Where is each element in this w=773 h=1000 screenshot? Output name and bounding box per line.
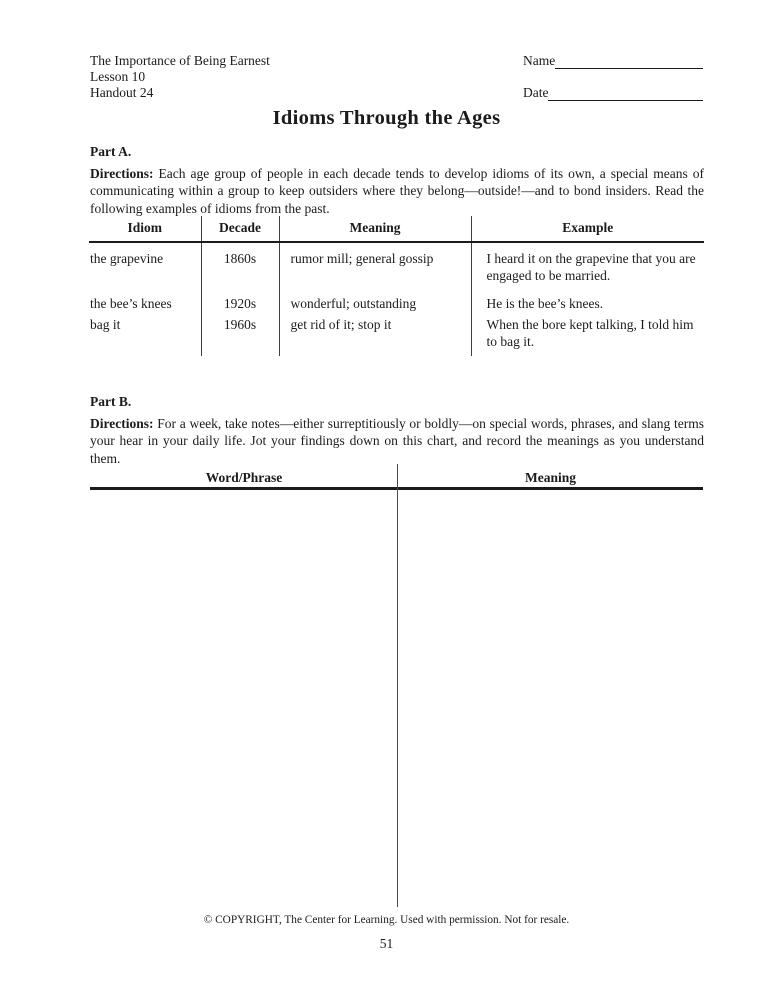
page-number: 51 bbox=[379, 936, 394, 951]
cell-meaning: rumor mill; general gossip bbox=[279, 242, 471, 284]
col-header-decade: Decade bbox=[201, 216, 279, 242]
part-b-directions-text: For a week, take notes—either surreptitiously or boldly—on special words, phrases, and slang terms your hear in your daily life. Jot your findings down on this chart, and record the meanings as you understand them. bbox=[90, 416, 704, 466]
page-title: Idioms Through the Ages bbox=[272, 107, 501, 129]
cell-example: He is the bee’s knees. bbox=[471, 284, 704, 312]
col-header-idiom: Idiom bbox=[89, 216, 201, 242]
part-b-directions-label: Directions: bbox=[90, 416, 154, 431]
date-row bbox=[523, 86, 703, 101]
table-row bbox=[89, 242, 704, 284]
idioms-header-row bbox=[89, 216, 704, 242]
cell-meaning: get rid of it; stop it bbox=[279, 312, 471, 356]
date-label: Date bbox=[523, 85, 549, 100]
header-left-block bbox=[90, 53, 270, 101]
cell-meaning: wonderful; outstanding bbox=[279, 284, 471, 312]
part-a-heading: Part A. bbox=[90, 144, 132, 159]
table-row bbox=[89, 312, 704, 356]
part-a-directions bbox=[90, 165, 704, 217]
part-b-heading: Part B. bbox=[90, 394, 132, 409]
cell-idiom: the bee’s knees bbox=[90, 296, 172, 311]
name-blank-line bbox=[555, 55, 703, 69]
table-row bbox=[89, 284, 704, 312]
col-header-example: Example bbox=[471, 216, 704, 242]
chart-col-header-word-phrase: Word/Phrase bbox=[205, 470, 283, 485]
part-a-directions-text: Each age group of people in each decade tends to develop idioms of its own, a special means of communicating within a group to keep outsiders where they belong—outside!—and to bond insiders. Read the following examples of idioms from the past. bbox=[90, 166, 704, 216]
cell-example: I heard it on the grapevine that you are engaged to be married. bbox=[471, 242, 704, 284]
cell-example: When the bore kept talking, I told him to bag it. bbox=[471, 312, 704, 356]
part-a-directions-label: Directions: bbox=[90, 166, 154, 181]
chart-col-header-meaning: Meaning bbox=[524, 470, 576, 485]
header-right-block bbox=[523, 54, 703, 101]
cell-decade: 1920s bbox=[201, 284, 279, 312]
work-title: The Importance of Being Earnest bbox=[90, 53, 270, 68]
idioms-table bbox=[89, 216, 704, 356]
cell-idiom: bag it bbox=[90, 317, 121, 332]
cell-idiom: the grapevine bbox=[90, 251, 164, 266]
col-header-meaning: Meaning bbox=[279, 216, 471, 242]
name-label: Name bbox=[523, 53, 556, 68]
name-row bbox=[523, 54, 703, 69]
date-blank-line bbox=[548, 87, 703, 101]
cell-decade: 1960s bbox=[201, 312, 279, 356]
cell-decade: 1860s bbox=[201, 242, 279, 284]
copyright-line: © COPYRIGHT, The Center for Learning. Used with permission. Not for resale. bbox=[203, 914, 570, 926]
handout-label: Handout 24 bbox=[90, 85, 154, 100]
part-b-directions bbox=[90, 415, 704, 467]
notes-chart-column-divider bbox=[397, 464, 398, 907]
lesson-label: Lesson 10 bbox=[90, 69, 146, 84]
